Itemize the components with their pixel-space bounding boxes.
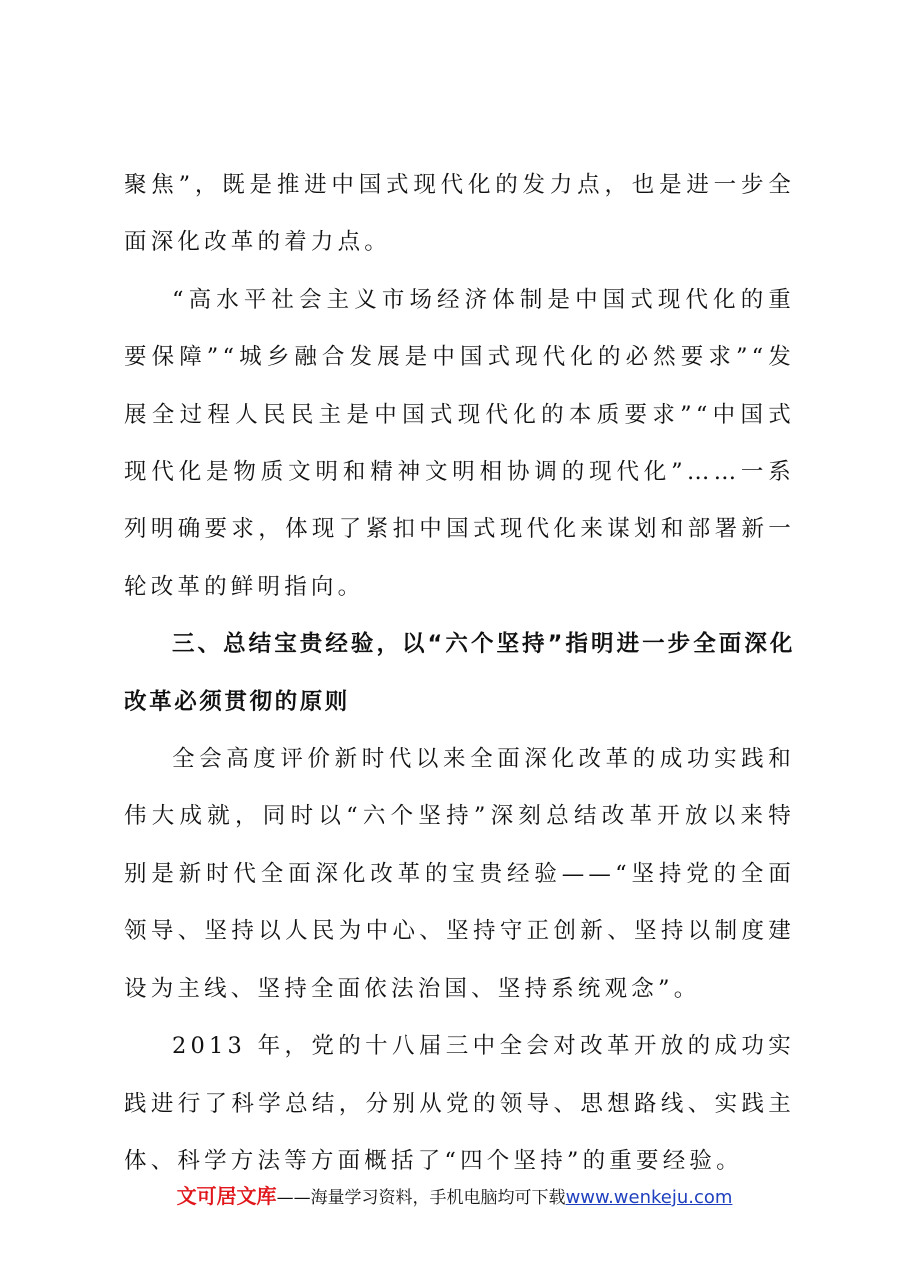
paragraph-2013-plenum: 2013 年，党的十八届三中全会对改革开放的成功实践进行了科学总结，分别从党的领导、思想路线、实践主体、科学方法等方面概括了“四个坚持”的重要经验。 — [124, 1033, 795, 1174]
footer-link[interactable]: www.wenkeju.com — [565, 1187, 733, 1208]
document-body — [124, 157, 795, 1190]
footer-brand: 文可居文库 — [176, 1184, 277, 1208]
paragraph-six-principles: 全会高度评价新时代以来全面深化改革的成功实践和伟大成就，同时以“六个坚持”深刻总结改革开放以来特别是新时代全面深化改革的宝贵经验——“坚持党的全面领导、坚持以人民为中心、坚持守正创新、坚持以制度建设为主线、坚持全面依法治国、坚持系统观念”。 — [124, 746, 795, 1002]
paragraph-requirements: “高水平社会主义市场经济体制是中国式现代化的重要保障”“城乡融合发展是中国式现代化的必然要求”“发展全过程人民民主是中国式现代化的本质要求”“中国式现代化是物质文明和精神文明相协调的现代化”……一系列明确要求，体现了紧扣中国式现代化来谋划和部署新一轮改革的鲜明指向。 — [124, 286, 795, 600]
footer-tagline: ——海量学习资料，手机电脑均可下载 — [276, 1188, 566, 1208]
paragraph-continuation: 聚焦”，既是推进中国式现代化的发力点，也是进一步全面深化改革的着力点。 — [124, 172, 795, 256]
page-footer — [0, 1183, 909, 1211]
section-heading: 三、总结宝贵经验，以“六个坚持”指明进一步全面深化改革必须贯彻的原则 — [124, 631, 795, 715]
